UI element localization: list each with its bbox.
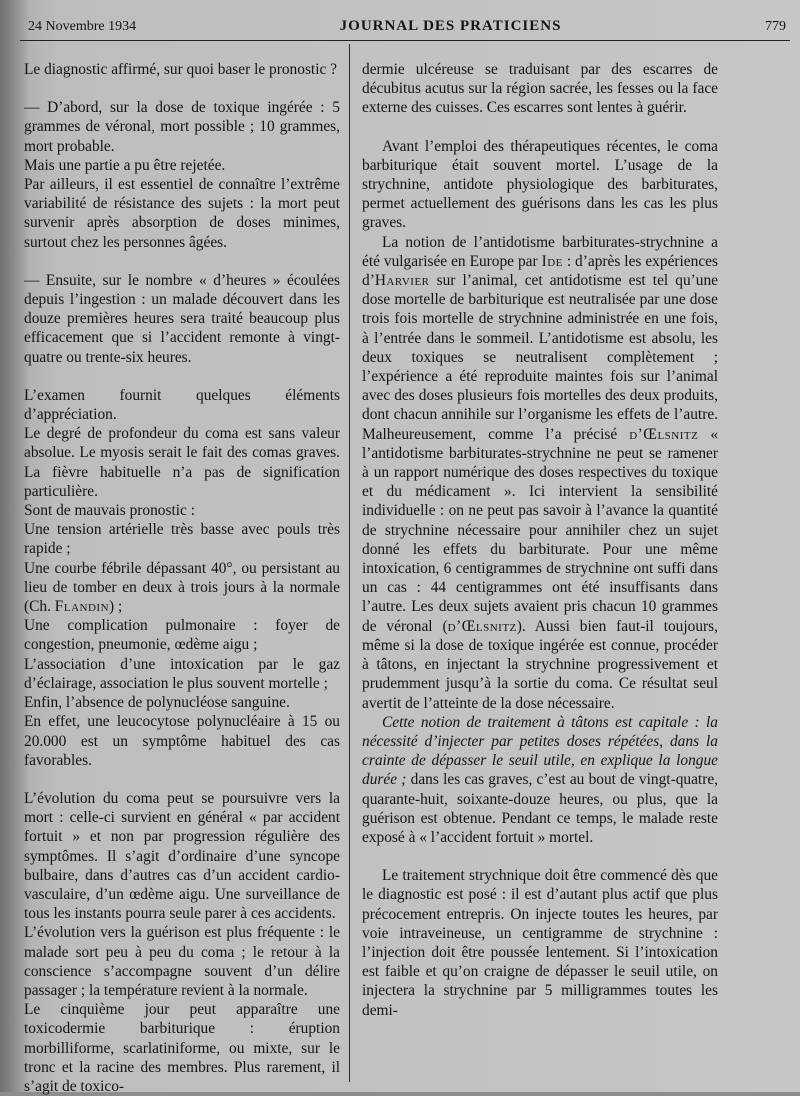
text-run: sur l’animal, cet antidotisme est tel qu’une dose mortelle de barbiturique est neutralisée par une dose trois fois mortelle de strychnine administrée en une fois, à l’entrée dans le sommeil. L’antidotisme est absolu, les deux toxiques se neutralisent complètement ; l’expérience a été reproduite maintes fois sur l’animal avec des doses plusieurs fois mortelles des deux produits, dont chacun annihile sur l’organisme les effets de l’autre. Malheureusement, comme l’a précisé [362, 272, 718, 443]
paragraph: — Ensuite, sur le nombre « d’heures » écoulées depuis l’ingestion : un malade découvert dans les douze premières heures sera traité beaucoup plus efficacement que si l’accident remonte à vingt-quatre ou trente-six heures. [24, 271, 340, 366]
paragraph: Le cinquième jour peut apparaître une toxicodermie barbiturique : éruption morbilliforme, scarlatiniforme, ou mixte, sur le tronc et la racine des membres. Plus rarement, il s’agit de toxico- [24, 1001, 340, 1095]
author-name: Harvier [374, 272, 430, 290]
text-run: ) ; [109, 598, 123, 616]
text-run: ). Aussi bien faut-il toujours, même si la dose de toxique ingérée est connue, procéder à tâtons, en injectant la strychnine progressivement et prudemment jusqu’à la sortie du coma. Ce résultat seul avertit de l’atteinte de la dose nécessaire. [362, 617, 718, 712]
paragraph: Mais une partie a pu être rejetée. [24, 156, 226, 174]
column-divider [349, 44, 350, 1082]
paragraph: Le diagnostic affirmé, sur quoi baser le pronostic ? [24, 61, 337, 78]
paragraph: En effet, une leucocytose polynucléaire à 15 ou 20.000 est un symptôme habituel des cas favorables. [24, 713, 340, 769]
text-run: dans les cas graves, c’est au bout de vingt-quatre, quarante-huit, soixante-douze heures, ou plus, que la guérison est obtenue. Pendant ce temps, le malade reste exposé à « l’accident fortuit » mortel. [362, 771, 719, 846]
paragraph: Enfin, l’absence de polynucléose sanguine. [24, 694, 290, 712]
author-name: Ide [541, 252, 563, 270]
paragraph: Par ailleurs, il est essentiel de connaître l’extrême variabilité de résistance des sujets : la mort peut survenir après absorption de doses minimes, surtout chez les personnes âgées. [24, 176, 340, 251]
header-journal-title: JOURNAL DES PRATICIENS [339, 18, 562, 34]
paragraph: — D’abord, sur la dose de toxique ingérée : 5 grammes de véronal, mort possible ; 10 grammes, mort probable. [24, 99, 340, 155]
author-name: Flandin [54, 598, 110, 616]
left-column [24, 60, 340, 1096]
paragraph: Une tension artérielle très basse avec pouls très rapide ; [24, 521, 340, 558]
text-run: La notion de l’antidotisme barbiturates-strychnine a été vulgarisée en Europe par [362, 233, 718, 270]
header-page-number: 779 [764, 19, 786, 34]
italic-text: Cette notion de traitement à tâtons est capitale : la nécessité d’injecter par petites doses répétées, dans la crainte de dépasser le seuil utile, en explique la longue durée ; [362, 713, 718, 789]
right-column [362, 60, 718, 1020]
author-name: d’Œlsnitz [629, 425, 699, 443]
paragraph: Le degré de profondeur du coma est sans valeur absolue. Le myosis serait le fait des comas graves. La fièvre habituelle n’a pas de signification particulière. [24, 425, 340, 500]
paragraph: Avant l’emploi des thérapeutiques récentes, le coma barbiturique était souvent mortel. L’usage de la strychnine, antidote physiologique des barbiturates, permet actuellement des guérisons dans les cas les plus graves. [362, 137, 718, 232]
paragraph: L’association d’une intoxication par le gaz d’éclairage, association le plus souvent mortelle ; [24, 655, 340, 692]
paragraph [24, 559, 340, 617]
header-date: 24 Novembre 1934 [28, 19, 137, 34]
text-run: : d’après les expériences d’ [362, 252, 718, 290]
paragraph: Sont de mauvais pronostic : [24, 502, 195, 520]
page-header [28, 18, 786, 40]
paragraph [362, 713, 718, 847]
author-name: d’Œlsnitz [447, 617, 517, 635]
paragraph: L’évolution du coma peut se poursuivre vers la mort : celle-ci survient en général « par accident fortuit » et non par progression régulière des symptômes. Il s’agit d’ordinaire d’une syncope bulbaire, dans d’autres cas d’un accident cardio-vasculaire, d’un œdème aigu. Une surveillance de tous les instants pourra seule parer à ces accidents. [24, 789, 340, 923]
header-rule [20, 40, 790, 41]
paragraph: L’examen fournit quelques éléments d’appréciation. [24, 386, 340, 424]
paragraph: Une complication pulmonaire : foyer de congestion, pneumonie, œdème aigu ; [24, 617, 340, 654]
text-run: « l’antidotisme barbiturates-strychnine ne peut se ramener à un rapport numérique des doses respectives du toxique et du médicament ». Ici intervient la sensibilité individuelle : on ne peut pas savoir à l’avance la quantité de strychnine nécessaire pour annihiler chez un sujet donné les effets du barbiturate. Pour une même intoxication, 6 centigrammes de strychnine ont suffi dans un cas : 44 centigrammes ont été insuffisants dans l’autre. Les deux sujets avaient pris chacun 10 grammes de véronal ( [362, 425, 719, 635]
paragraph: Le traitement strychnique doit être commencé dès que le diagnostic est posé : il est d’autant plus actif que plus précocement entrepris. On injecte toutes les heures, par voie intraveineuse, un centigramme de strychnine : l’injection doit être poussée lentement. Si l’intoxication est faible et qu’on craigne de dépasser le seuil utile, on injectera la strychnine par 5 milligrammes toutes les demi- [362, 867, 718, 1019]
paragraph [362, 233, 718, 713]
paragraph: dermie ulcéreuse se traduisant par des escarres de décubitus acutus sur la région sacrée, les fesses ou la face externe des cuisses. Ces escarres sont lentes à guérir. [362, 61, 718, 117]
paragraph: L’évolution vers la guérison est plus fréquente : le malade sort peu à peu du coma ; le retour à la conscience s’accompagne souvent d’un délire passager ; la température revient à la normale. [24, 924, 340, 999]
text-run: Une courbe fébrile dépassant 40°, ou persistant au lieu de tomber en deux à trois jours à la normale (Ch. [24, 559, 340, 616]
